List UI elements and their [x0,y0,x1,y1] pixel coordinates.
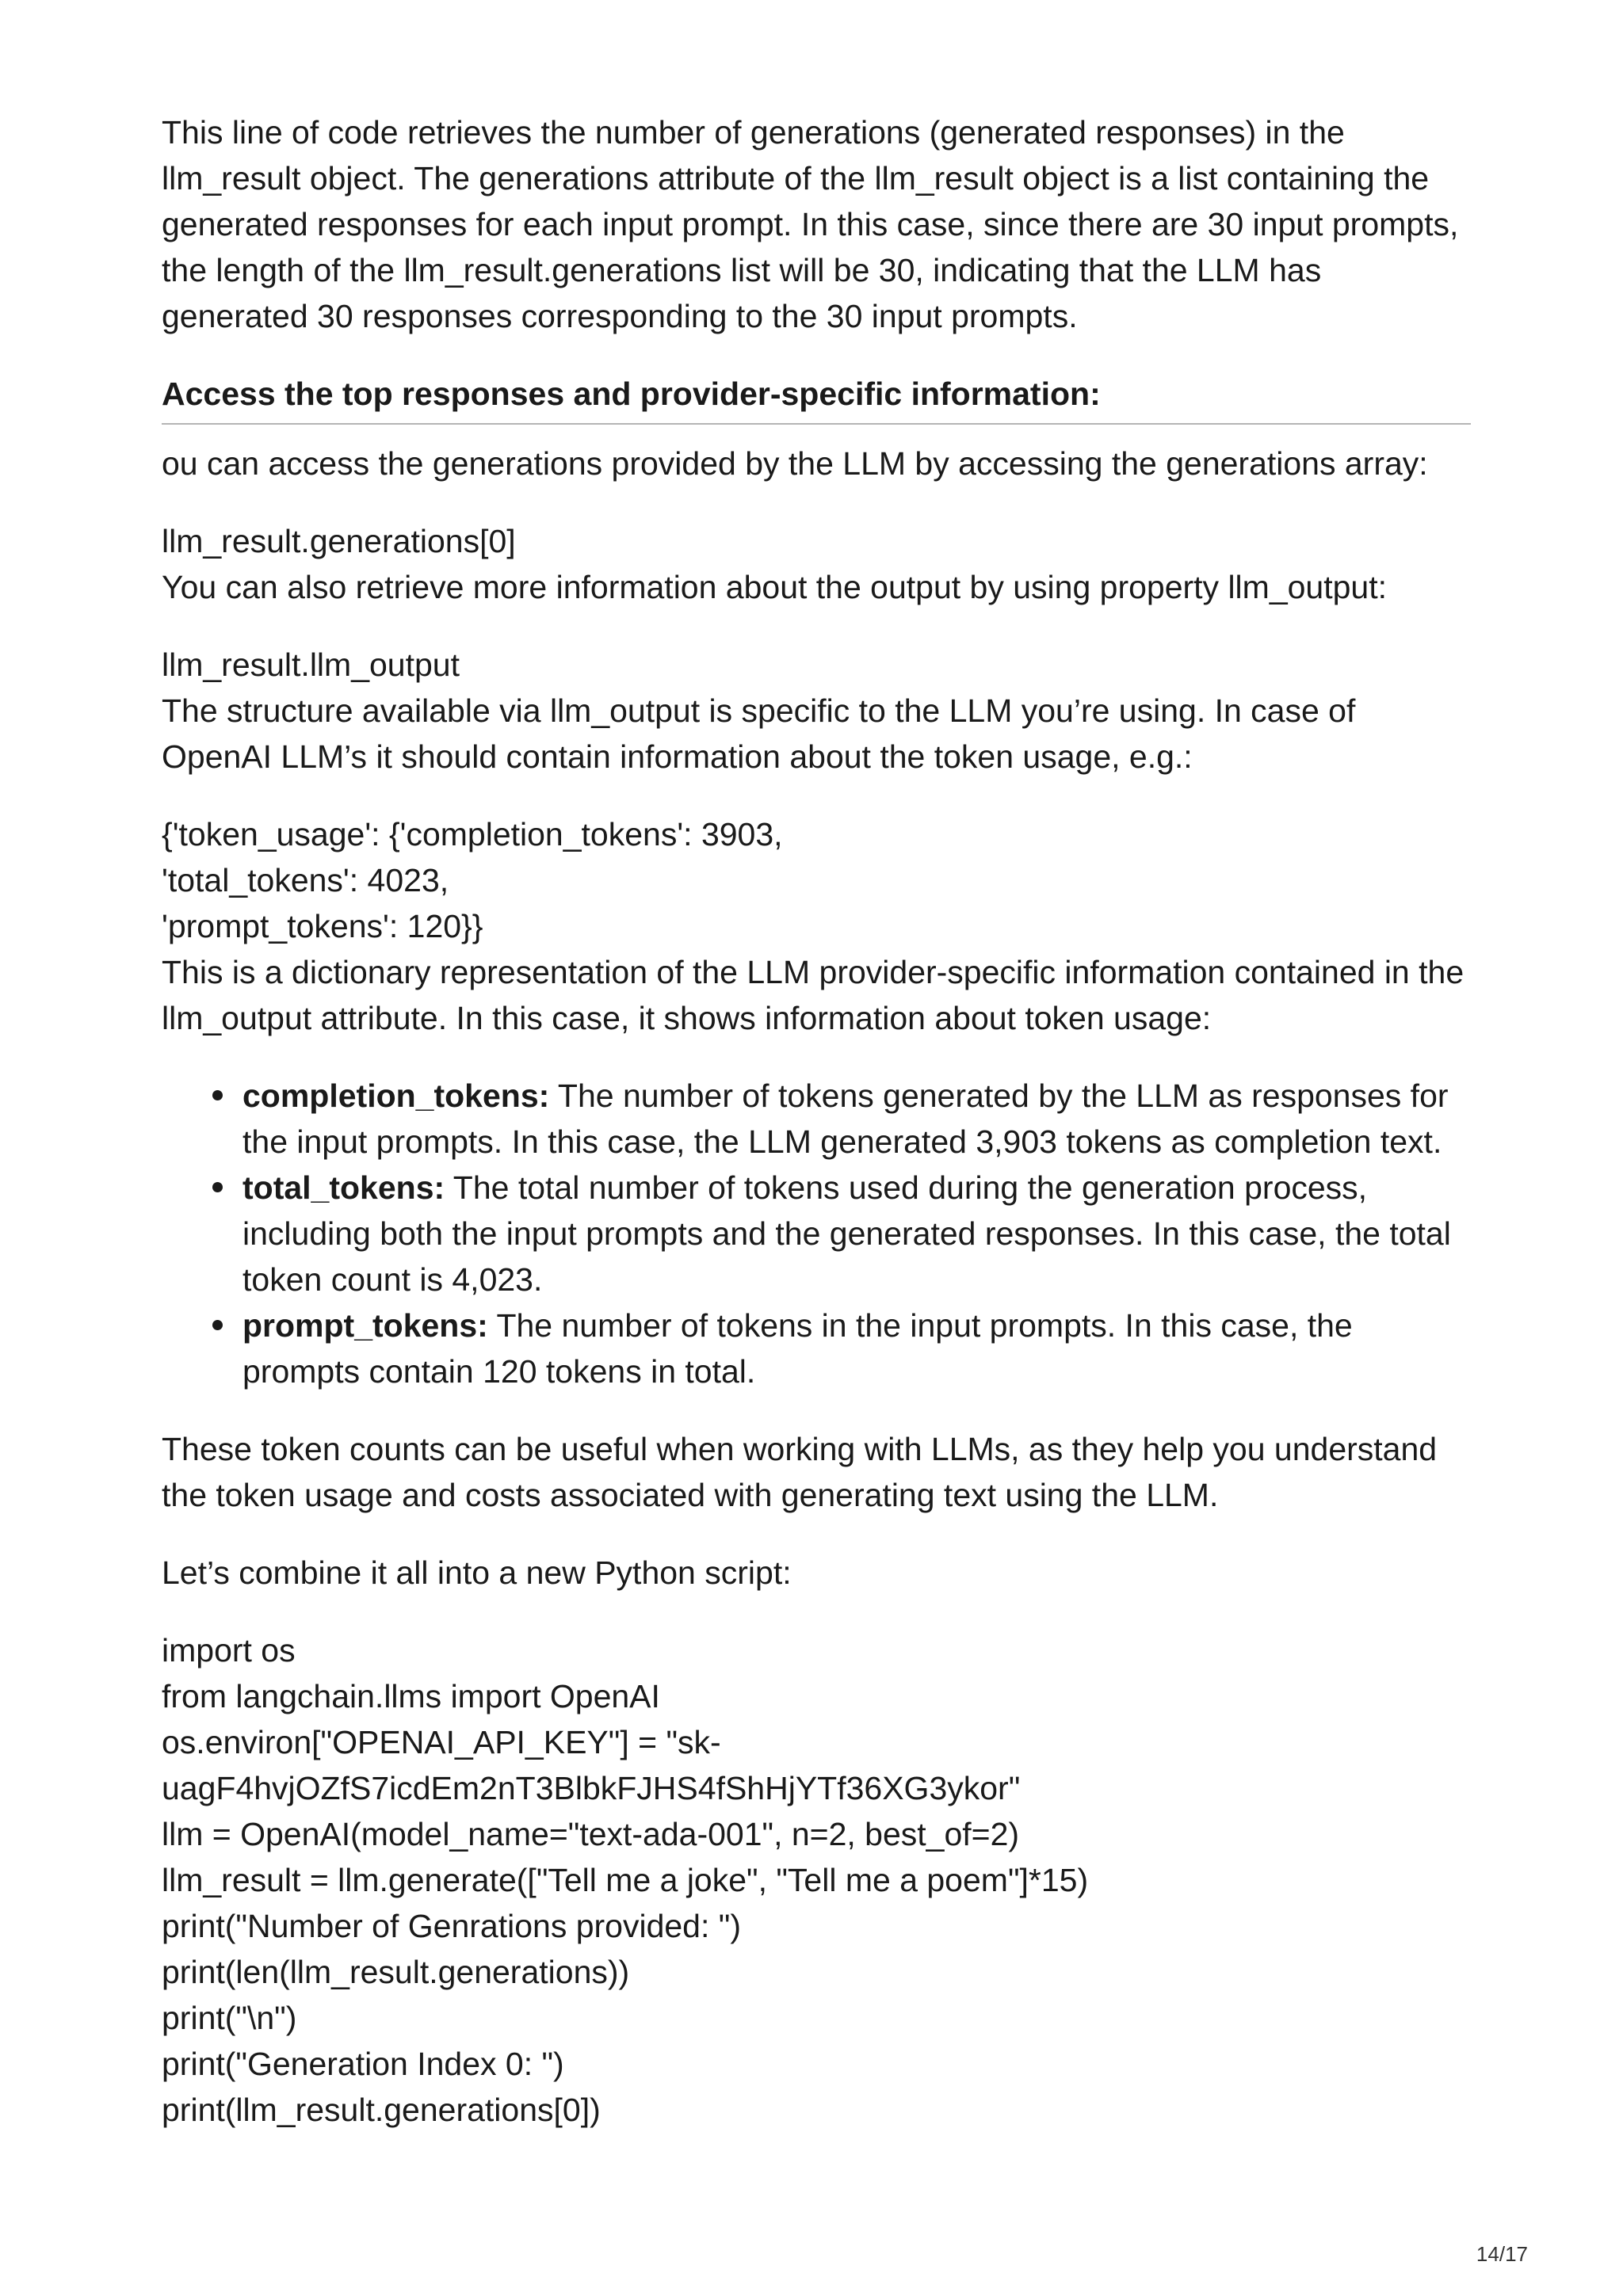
script-line: print(llm_result.generations[0]) [162,2092,601,2128]
bullet-term: prompt_tokens: [242,1307,488,1344]
retrieve-more-paragraph: You can also retrieve more information about the output by using property llm_output: [162,569,1388,605]
combine-paragraph: Let’s combine it all into a new Python script: [162,1554,792,1591]
script-line: from langchain.llms import OpenAI [162,1678,660,1714]
token-bullet-list [162,1073,1471,1394]
script-line: import os [162,1632,296,1669]
generations-code-line: llm_result.generations[0] [162,523,516,559]
bullet-text: The number of tokens in the input prompts. In this case, the prompts contain 120 tokens in total. [242,1307,1353,1390]
bullet-term: total_tokens: [242,1169,445,1206]
document-page [162,109,1471,2133]
script-line: llm_result = llm.generate(["Tell me a joke", "Tell me a poem"]*15) [162,1862,1089,1898]
script-line: print("Number of Genrations provided: ") [162,1908,741,1944]
bullet-prompt-tokens [242,1302,1471,1394]
llm-output-code-line: llm_result.llm_output [162,646,460,683]
structure-paragraph: The structure available via llm_output is specific to the LLM you’re using. In case of OpenAI LLM’s it should contain information about the token usage, e.g.: [162,692,1356,775]
script-line: print("\n") [162,2000,297,2036]
bullet-term: completion_tokens: [242,1077,550,1114]
script-line: os.environ["OPENAI_API_KEY"] = "sk- [162,1724,721,1760]
script-line: llm = OpenAI(model_name="text-ada-001", n=2, best_of=2) [162,1816,1020,1852]
dict-line: 'prompt_tokens': 120}} [162,908,483,944]
python-script [162,1627,1471,2133]
dict-explain-paragraph: This is a dictionary representation of the LLM provider-specific information contained in the llm_output attribute. In this case, it shows information about token usage: [162,954,1465,1036]
script-line: print(len(llm_result.generations)) [162,1954,630,1990]
script-line: uagF4hvjOZfS7icdEm2nT3BlbkFJHS4fShHjYTf36XG3ykor" [162,1770,1021,1806]
token-counts-paragraph: These token counts can be useful when working with LLMs, as they help you understand the token usage and costs associated with generating text using the LLM. [162,1431,1438,1513]
bullet-completion-tokens [242,1073,1471,1165]
token-usage-dict [162,811,1471,949]
intro-paragraph: This line of code retrieves the number of generations (generated responses) in the llm_result object. The generations attribute of the llm_result object is a list containing the generated responses for each input prompt. In this case, since there are 30 input prompts, the length of the llm_result.generations list will be 30, indicating that the LLM has generated 30 responses corresponding to the 30 input prompts. [162,114,1459,334]
bullet-total-tokens [242,1165,1471,1302]
page-number: 14/17 [1476,2242,1528,2266]
dict-line: 'total_tokens': 4023, [162,862,449,898]
bullet-text: The total number of tokens used during the generation process, including both the input prompts and the generated responses. In this case, the total token count is 4,023. [242,1169,1451,1298]
access-intro-paragraph: ou can access the generations provided by the LLM by accessing the generations array: [162,445,1428,482]
section-heading: Access the top responses and provider-specific information: [162,371,1471,425]
bullet-text: The number of tokens generated by the LLM as responses for the input prompts. In this case, the LLM generated 3,903 tokens as completion text. [242,1077,1449,1160]
script-line: print("Generation Index 0: ") [162,2046,564,2082]
dict-line: {'token_usage': {'completion_tokens': 3903, [162,816,783,852]
